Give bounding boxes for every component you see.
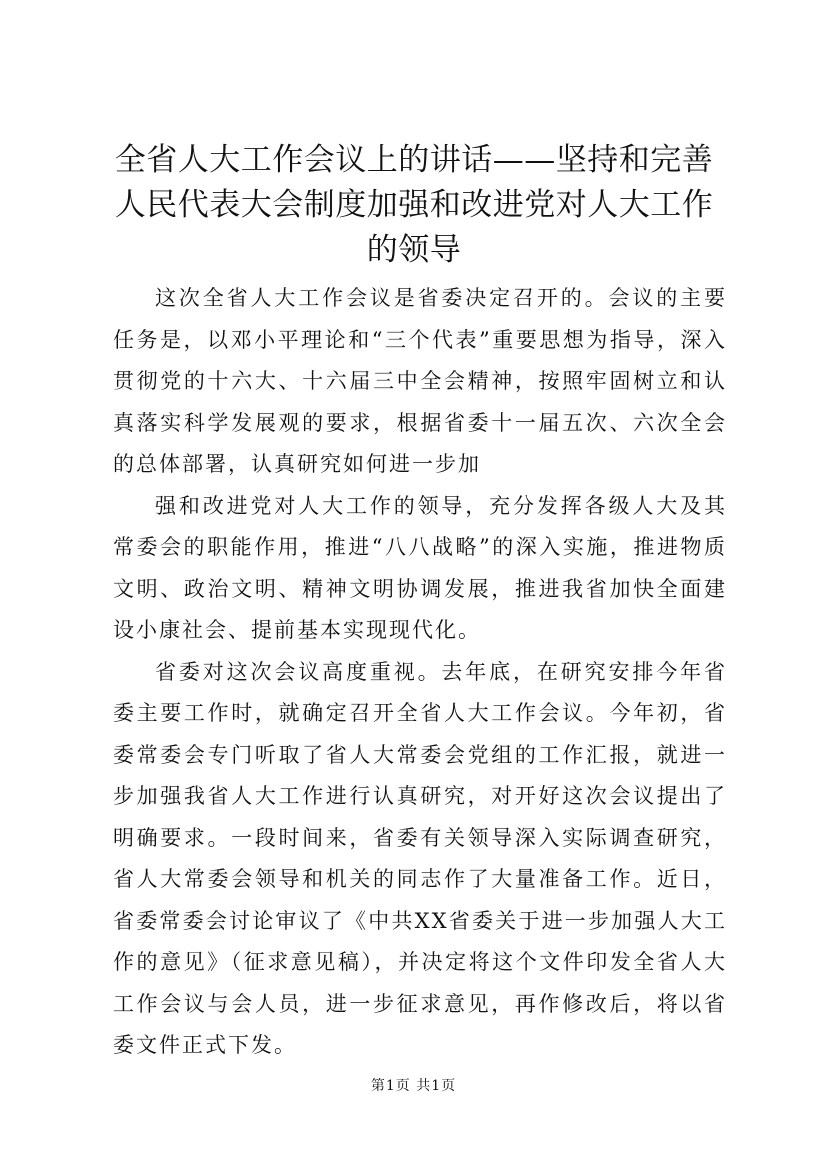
document-title: 全省人大工作会议上的讲话——坚持和完善人民代表大会制度加强和改进党对人大工作的领导 bbox=[114, 142, 714, 268]
paragraph-2: 强和改进党对人大工作的领导，充分发挥各级人大及其常委会的职能作用，推进“八八战略”的深入实施，推进物质文明、政治文明、精神文明协调发展，推进我省加快全面建设小康社会、提前基本实现现代化。 bbox=[113, 493, 727, 642]
page-footer: 第1页 共1页 bbox=[370, 1078, 457, 1094]
paragraph-1: 这次全省人大工作会议是省委决定召开的。会议的主要任务是，以邓小平理论和“三个代表”重要思想为指导，深入贯彻党的十六大、十六届三中全会精神，按照牢固树立和认真落实科学发展观的要求，根据省委十一届五次、六次全会的总体部署，认真研究如何进一步加 bbox=[113, 286, 727, 476]
paragraph-3: 省委对这次会议高度重视。去年底，在研究安排今年省委主要工作时，就确定召开全省人大工作会议。今年初，省委常委会专门听取了省人大常委会党组的工作汇报，就进一步加强我省人大工作进行认真研究，对开好这次会议提出了明确要求。一段时间来，省委有关领导深入实际调查研究，省人大常委会领导和机关的同志作了大量准备工作。近日，省委常委会讨论审议了《中共XX省委关于进一步加强人大工作的意见》（征求意见稿），并决定将这个文件印发全省人大工作会议与会人员，进一步征求意见，再作修改后，将以省委文件正式下发。 bbox=[113, 659, 727, 1057]
document-body bbox=[113, 278, 727, 1067]
